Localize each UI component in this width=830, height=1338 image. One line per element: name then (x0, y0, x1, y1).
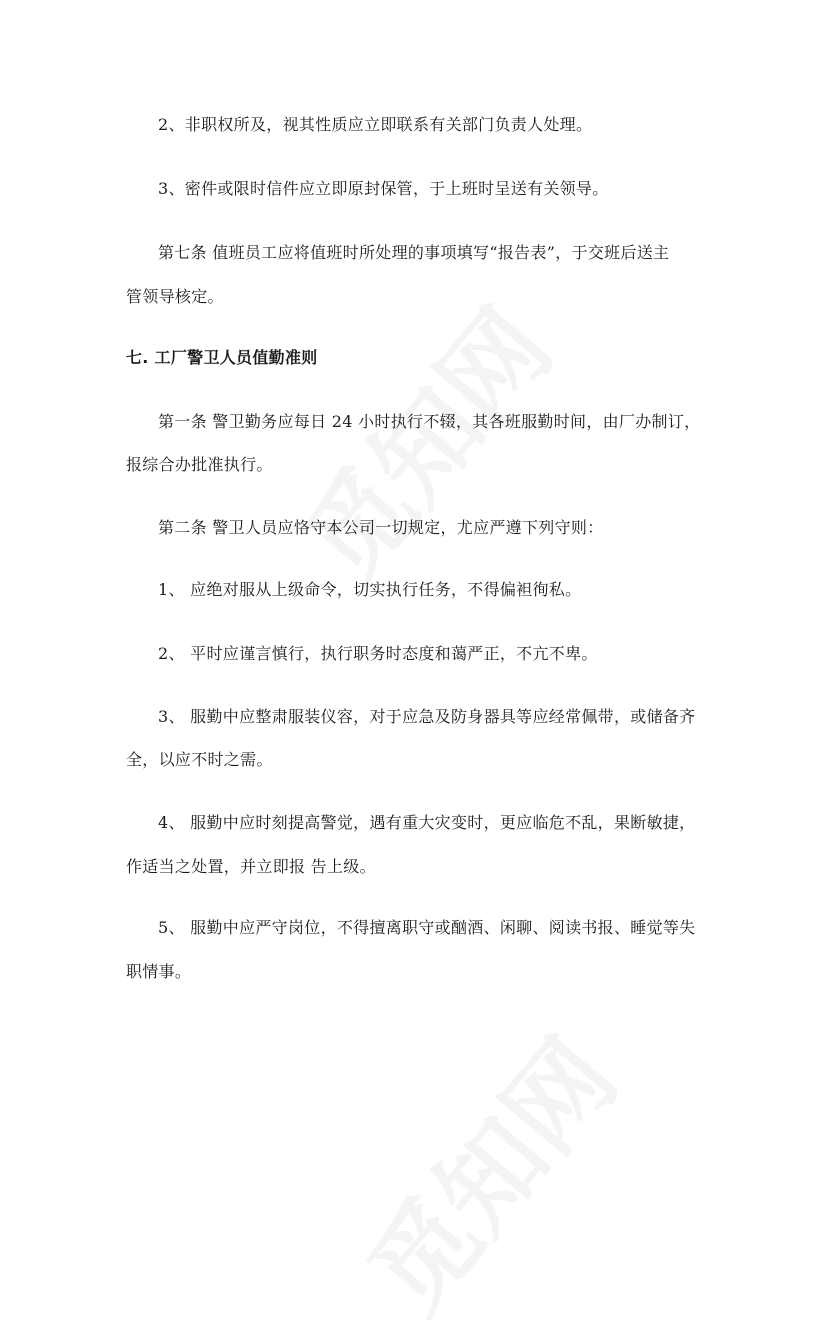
list-item: 3、 服勤中应整肃服装仪容，对于应急及防身器具等应经常佩带，或储备齐 (158, 707, 696, 726)
list-item: 2、非职权所及，视其性质应立即联系有关部门负责人处理。 (158, 115, 593, 134)
list-item: 3、密件或限时信件应立即原封保管，于上班时呈送有关领导。 (158, 179, 609, 198)
list-item: 4、 服勤中应时刻提高警觉，遇有重大灾变时，更应临危不乱，果断敏捷， (158, 813, 696, 832)
article-paragraph-continuation: 管领导核定。 (126, 287, 224, 306)
list-item: 5、 服勤中应严守岗位，不得擅离职守或酗酒、闲聊、阅读书报、睡觉等失 (158, 918, 696, 937)
section-heading: 七. 工厂警卫人员值勤准则 (126, 348, 318, 367)
article-paragraph-continuation: 报综合办批准执行。 (126, 455, 273, 474)
list-item: 2、 平时应谨言慎行，执行职务时态度和蔼严正，不亢不卑。 (158, 644, 598, 663)
list-item: 1、 应绝对服从上级命令，切实执行任务，不得偏袒徇私。 (158, 580, 582, 599)
article-paragraph: 第二条 警卫人员应恪守本公司一切规定，尤应严遵下列守则： (158, 518, 604, 537)
list-item-continuation: 全，以应不时之需。 (126, 750, 273, 769)
article-paragraph: 第七条 值班员工应将值班时所处理的事项填写“报告表”，于交班后送主 (158, 243, 670, 262)
list-item-continuation: 作适当之处置，并立即报 告上级。 (126, 857, 376, 876)
watermark (263, 272, 578, 607)
article-paragraph: 第一条 警卫勤务应每日 24 小时执行不辍，其各班服勤时间，由厂办制订， (158, 412, 701, 431)
watermark (328, 1002, 643, 1337)
list-item-continuation: 职情事。 (126, 962, 192, 981)
